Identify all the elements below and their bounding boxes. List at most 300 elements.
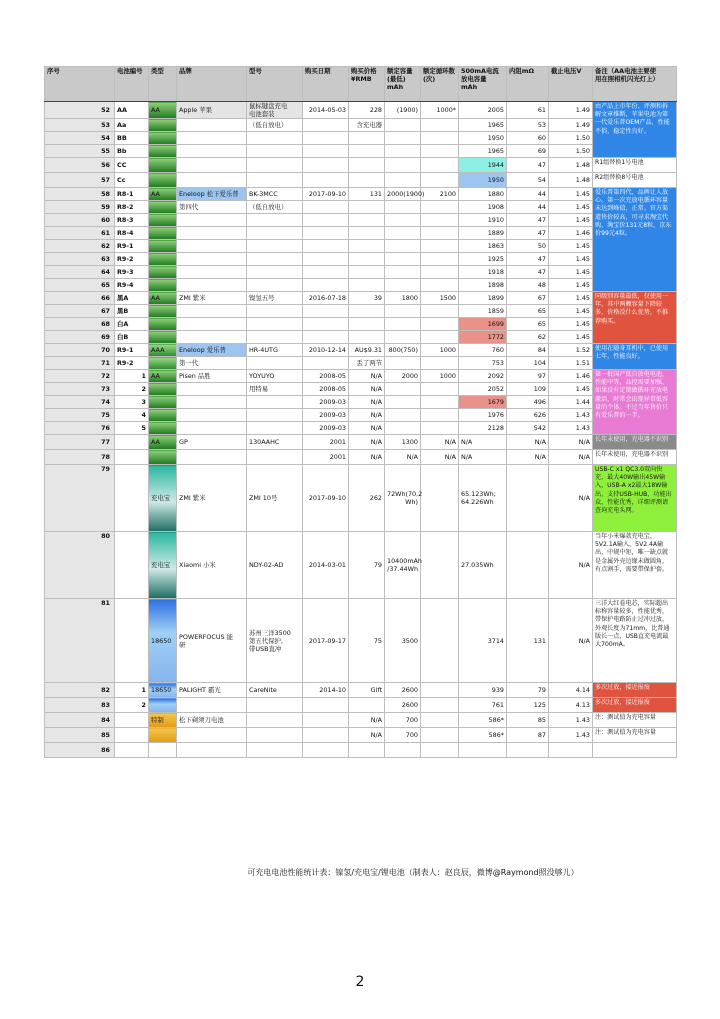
battery-id-cell: R8-4 xyxy=(115,227,149,240)
discharge-capacity-cell: 1950 xyxy=(459,132,507,145)
rated-capacity-cell xyxy=(385,422,421,435)
rated-capacity-cell xyxy=(385,409,421,422)
discharge-capacity-cell: 761 xyxy=(459,698,507,713)
cutoff-voltage-cell: 1.45 xyxy=(549,318,593,331)
type-cell xyxy=(149,240,177,253)
type-cell xyxy=(149,119,177,132)
note-cell: 当年小米爆款充电宝，5V2.1A输入，5V2.4A输出，中规中矩，唯一缺点就是金属外壳边缘未做圆角，有点割手，需要带保护套。 xyxy=(593,532,677,599)
battery-id-cell: 2 xyxy=(115,383,149,396)
battery-id-cell: Bb xyxy=(115,145,149,158)
model-cell xyxy=(247,318,303,331)
discharge-capacity-cell: 2005 xyxy=(459,102,507,119)
type-cell xyxy=(149,331,177,344)
internal-resistance-cell: 53 xyxy=(507,119,549,132)
brand-cell: ZMI 紫米 xyxy=(177,292,247,305)
rated-cycles-cell: N/A xyxy=(421,450,459,465)
rated-cycles-cell xyxy=(421,532,459,599)
rated-capacity-cell: 1800 xyxy=(385,292,421,305)
battery-id-cell xyxy=(115,728,149,743)
rated-capacity-cell: 2600 xyxy=(385,683,421,698)
note-cell: 多次过放，接近报废 xyxy=(593,698,677,713)
internal-resistance-cell: 87 xyxy=(507,728,549,743)
table-row xyxy=(45,357,677,370)
discharge-capacity-cell: 1772 xyxy=(459,331,507,344)
discharge-capacity-cell: 1699 xyxy=(459,318,507,331)
cutoff-voltage-cell: N/A xyxy=(549,599,593,683)
purchase-date-cell: 2014-03-01 xyxy=(303,532,349,599)
purchase-date-cell: 2014-05-03 xyxy=(303,102,349,119)
battery-id-cell: Aa xyxy=(115,119,149,132)
table-row xyxy=(45,188,677,201)
rated-capacity-cell: 3500 xyxy=(385,599,421,683)
internal-resistance-cell: 67 xyxy=(507,292,549,305)
brand-cell xyxy=(177,383,247,396)
type-cell: AA xyxy=(149,370,177,383)
type-cell xyxy=(149,318,177,331)
cutoff-voltage-cell: 1.52 xyxy=(549,344,593,357)
battery-id-cell: CC xyxy=(115,158,149,173)
brand-cell: Eneloop 爱乐普 xyxy=(177,344,247,357)
discharge-capacity-cell: 1976 xyxy=(459,409,507,422)
price-cell xyxy=(349,214,385,227)
model-cell xyxy=(247,422,303,435)
model-cell: YOYUYO xyxy=(247,370,303,383)
discharge-capacity-cell: N/A xyxy=(459,450,507,465)
brand-cell xyxy=(177,728,247,743)
brand-cell xyxy=(177,240,247,253)
rated-cycles-cell: 1000* xyxy=(421,102,459,119)
table-row xyxy=(45,318,677,331)
battery-id-cell xyxy=(115,743,149,758)
brand-cell xyxy=(177,396,247,409)
rated-cycles-cell xyxy=(421,599,459,683)
brand-cell: Xiaomi 小米 xyxy=(177,532,247,599)
column-header: 购买价格 ¥RMB xyxy=(349,67,385,102)
purchase-date-cell xyxy=(303,132,349,145)
price-cell xyxy=(349,201,385,214)
price-cell: 75 xyxy=(349,599,385,683)
table-row xyxy=(45,292,677,305)
discharge-capacity-cell: 586* xyxy=(459,713,507,728)
type-cell: AA xyxy=(149,102,177,119)
cutoff-voltage-cell: N/A xyxy=(549,465,593,532)
internal-resistance-cell: N/A xyxy=(507,450,549,465)
table-row xyxy=(45,132,677,145)
cutoff-voltage-cell: 1.51 xyxy=(549,357,593,370)
price-cell xyxy=(349,266,385,279)
table-row xyxy=(45,240,677,253)
price-cell: 丢了两节 xyxy=(349,357,385,370)
rated-cycles-cell xyxy=(421,743,459,758)
internal-resistance-cell: 109 xyxy=(507,383,549,396)
price-cell xyxy=(349,173,385,188)
price-cell xyxy=(349,227,385,240)
purchase-date-cell xyxy=(303,253,349,266)
rated-capacity-cell: 2000(1900) xyxy=(385,188,421,201)
rated-cycles-cell: N/A xyxy=(421,435,459,450)
battery-id-cell: BB xyxy=(115,132,149,145)
battery-id-cell: Cc xyxy=(115,173,149,188)
model-cell: 镍氢五号 xyxy=(247,292,303,305)
table-row xyxy=(45,383,677,396)
rated-cycles-cell xyxy=(421,422,459,435)
type-cell xyxy=(149,158,177,173)
price-cell: 262 xyxy=(349,465,385,532)
discharge-capacity-cell: 1889 xyxy=(459,227,507,240)
rated-capacity-cell: 2600 xyxy=(385,698,421,713)
brand-cell xyxy=(177,266,247,279)
cutoff-voltage-cell: 1.45 xyxy=(549,279,593,292)
brand-cell: 第一代 xyxy=(177,357,247,370)
cutoff-voltage-cell: 1.45 xyxy=(549,292,593,305)
price-cell xyxy=(349,132,385,145)
price-cell xyxy=(349,305,385,318)
table-row xyxy=(45,370,677,383)
internal-resistance-cell: 496 xyxy=(507,396,549,409)
rated-capacity-cell: (1900) xyxy=(385,102,421,119)
battery-id-cell xyxy=(115,435,149,450)
rated-capacity-cell: 700 xyxy=(385,728,421,743)
type-cell xyxy=(149,743,177,758)
internal-resistance-cell: 47 xyxy=(507,214,549,227)
rated-cycles-cell xyxy=(421,305,459,318)
discharge-capacity-cell: 586* xyxy=(459,728,507,743)
discharge-capacity-cell: 2052 xyxy=(459,383,507,396)
type-cell xyxy=(149,383,177,396)
internal-resistance-cell: 47 xyxy=(507,266,549,279)
rated-cycles-cell: 2100 xyxy=(421,188,459,201)
discharge-capacity-cell: 2092 xyxy=(459,370,507,383)
internal-resistance-cell: 85 xyxy=(507,713,549,728)
seq-cell: 86 xyxy=(45,743,115,758)
seq-cell: 72 xyxy=(45,370,115,383)
battery-id-cell: 白B xyxy=(115,331,149,344)
purchase-date-cell: 2009-03 xyxy=(303,396,349,409)
purchase-date-cell xyxy=(303,305,349,318)
purchase-date-cell xyxy=(303,227,349,240)
discharge-capacity-cell: 1918 xyxy=(459,266,507,279)
battery-id-cell: 4 xyxy=(115,409,149,422)
discharge-capacity-cell: 2128 xyxy=(459,422,507,435)
table-row xyxy=(45,279,677,292)
table-row xyxy=(45,158,677,173)
model-cell xyxy=(247,173,303,188)
discharge-capacity-cell: 939 xyxy=(459,683,507,698)
price-cell: 79 xyxy=(349,532,385,599)
type-cell xyxy=(149,132,177,145)
brand-cell xyxy=(177,409,247,422)
rated-capacity-cell xyxy=(385,145,421,158)
model-cell xyxy=(247,240,303,253)
note-cell: 长年未使用，充电器不识别 xyxy=(593,450,677,465)
rated-capacity-cell xyxy=(385,331,421,344)
price-cell: N/A xyxy=(349,383,385,396)
table-row xyxy=(45,102,677,119)
internal-resistance-cell: 44 xyxy=(507,201,549,214)
purchase-date-cell xyxy=(303,357,349,370)
seq-cell: 66 xyxy=(45,292,115,305)
rated-cycles-cell: 1500 xyxy=(421,292,459,305)
purchase-date-cell xyxy=(303,145,349,158)
purchase-date-cell: 2009-03 xyxy=(303,409,349,422)
purchase-date-cell xyxy=(303,158,349,173)
rated-cycles-cell xyxy=(421,465,459,532)
column-header: 序号 xyxy=(45,67,115,102)
seq-cell: 82 xyxy=(45,683,115,698)
cutoff-voltage-cell: N/A xyxy=(549,532,593,599)
note-cell xyxy=(593,743,677,758)
rated-cycles-cell xyxy=(421,357,459,370)
column-header: 品牌 xyxy=(177,67,247,102)
note-cell: 爱乐普第四代，品牌让人放心。第一次充放电循环容量未达到峰值，正常。官方渠道售价较高，可寻求淘宝代购，淘宝价131元8粒，京东价99元4粒。 xyxy=(593,188,677,292)
price-cell: 39 xyxy=(349,292,385,305)
discharge-capacity-cell: 1950 xyxy=(459,173,507,188)
purchase-date-cell: 2010-12-14 xyxy=(303,344,349,357)
purchase-date-cell xyxy=(303,119,349,132)
type-cell: 充电宝 xyxy=(149,532,177,599)
table-row xyxy=(45,743,677,758)
model-cell xyxy=(247,743,303,758)
internal-resistance-cell: 69 xyxy=(507,145,549,158)
purchase-date-cell: 2001 xyxy=(303,435,349,450)
discharge-capacity-cell: 1965 xyxy=(459,145,507,158)
battery-id-cell: R9-1 xyxy=(115,344,149,357)
internal-resistance-cell xyxy=(507,465,549,532)
type-cell: AA xyxy=(149,188,177,201)
cutoff-voltage-cell: 1.49 xyxy=(549,102,593,119)
internal-resistance-cell: 60 xyxy=(507,132,549,145)
seq-cell: 56 xyxy=(45,158,115,173)
table-row xyxy=(45,173,677,188)
model-cell xyxy=(247,214,303,227)
purchase-date-cell: 2017-09-10 xyxy=(303,465,349,532)
rated-cycles-cell xyxy=(421,173,459,188)
seq-cell: 63 xyxy=(45,253,115,266)
internal-resistance-cell: 54 xyxy=(507,173,549,188)
cutoff-voltage-cell: 4.13 xyxy=(549,698,593,713)
rated-capacity-cell: N/A xyxy=(385,450,421,465)
battery-id-cell: R9-2 xyxy=(115,253,149,266)
rated-cycles-cell xyxy=(421,728,459,743)
price-cell: N/A xyxy=(349,713,385,728)
price-cell xyxy=(349,743,385,758)
model-cell: 苏州三洋3500 第五代保护, 带USB直冲 xyxy=(247,599,303,683)
price-cell xyxy=(349,318,385,331)
price-cell xyxy=(349,145,385,158)
internal-resistance-cell: 65 xyxy=(507,318,549,331)
price-cell: N/A xyxy=(349,409,385,422)
cutoff-voltage-cell: 1.43 xyxy=(549,409,593,422)
cutoff-voltage-cell: 1.46 xyxy=(549,227,593,240)
battery-id-cell: R9-2 xyxy=(115,357,149,370)
table-row xyxy=(45,713,677,728)
price-cell xyxy=(349,331,385,344)
rated-cycles-cell xyxy=(421,201,459,214)
discharge-capacity-cell: 1859 xyxy=(459,305,507,318)
type-cell xyxy=(149,422,177,435)
brand-cell: ZMI 紫米 xyxy=(177,465,247,532)
cutoff-voltage-cell: 1.45 xyxy=(549,201,593,214)
brand-cell: Pisen 品胜 xyxy=(177,370,247,383)
cutoff-voltage-cell: 1.43 xyxy=(549,422,593,435)
discharge-capacity-cell: 1679 xyxy=(459,396,507,409)
internal-resistance-cell: 47 xyxy=(507,227,549,240)
table-row xyxy=(45,331,677,344)
battery-id-cell: 1 xyxy=(115,683,149,698)
purchase-date-cell xyxy=(303,331,349,344)
column-header: 额定循环数 (次) xyxy=(421,67,459,102)
rated-capacity-cell xyxy=(385,357,421,370)
seq-cell: 62 xyxy=(45,240,115,253)
cutoff-voltage-cell: 1.43 xyxy=(549,713,593,728)
battery-table xyxy=(44,66,677,758)
internal-resistance-cell: 47 xyxy=(507,253,549,266)
discharge-capacity-cell: 1898 xyxy=(459,279,507,292)
price-cell xyxy=(349,253,385,266)
model-cell: BK-3MCC xyxy=(247,188,303,201)
model-cell xyxy=(247,357,303,370)
table-row xyxy=(45,145,677,158)
type-cell xyxy=(149,173,177,188)
seq-cell: 69 xyxy=(45,331,115,344)
seq-cell: 55 xyxy=(45,145,115,158)
brand-cell xyxy=(177,422,247,435)
battery-id-cell: R9-3 xyxy=(115,266,149,279)
note-cell: R1组替换1号电池 xyxy=(593,158,677,173)
brand-cell: Eneloop 松下爱乐普 xyxy=(177,188,247,201)
seq-cell: 75 xyxy=(45,409,115,422)
column-header: 类型 xyxy=(149,67,177,102)
discharge-capacity-cell: 1965 xyxy=(459,119,507,132)
seq-cell: 65 xyxy=(45,279,115,292)
cutoff-voltage-cell: 1.45 xyxy=(549,331,593,344)
purchase-date-cell: 2016-07-18 xyxy=(303,292,349,305)
seq-cell: 76 xyxy=(45,422,115,435)
note-cell: 长年未使用，充电器不识别 xyxy=(593,435,677,450)
purchase-date-cell xyxy=(303,318,349,331)
model-cell: ZMI 10号 xyxy=(247,465,303,532)
rated-capacity-cell: 10400mAh /37.44Wh xyxy=(385,532,421,599)
cutoff-voltage-cell: 1.45 xyxy=(549,383,593,396)
rated-capacity-cell xyxy=(385,132,421,145)
type-cell: 18650 xyxy=(149,599,177,683)
battery-id-cell: 3 xyxy=(115,396,149,409)
rated-capacity-cell xyxy=(385,305,421,318)
purchase-date-cell: 2008-05 xyxy=(303,383,349,396)
price-cell xyxy=(349,698,385,713)
table-row xyxy=(45,422,677,435)
discharge-capacity-cell: 1925 xyxy=(459,253,507,266)
brand-cell: Apple 苹果 xyxy=(177,102,247,119)
rated-capacity-cell xyxy=(385,240,421,253)
internal-resistance-cell xyxy=(507,532,549,599)
model-cell: 用特易 xyxy=(247,383,303,396)
type-cell xyxy=(149,450,177,465)
cutoff-voltage-cell: N/A xyxy=(549,435,593,450)
model-cell: （低自放电） xyxy=(247,119,303,132)
rated-cycles-cell: 1000 xyxy=(421,344,459,357)
rated-cycles-cell xyxy=(421,396,459,409)
seq-cell: 70 xyxy=(45,344,115,357)
rated-capacity-cell: 2000 xyxy=(385,370,421,383)
discharge-capacity-cell: 27.035Wh xyxy=(459,532,507,599)
model-cell: 鼠标键盘充电 电池套装 xyxy=(247,102,303,119)
note-cell: USB-C x1 QC3.0双向快充，最大40W输出45W输入，USB-A x2最大18W输出，支持USB-HUB，功能出众，性能优秀，详细评测请查询充电头网。 xyxy=(593,465,677,532)
model-cell xyxy=(247,279,303,292)
rated-cycles-cell xyxy=(421,409,459,422)
model-cell: （低自放电） xyxy=(247,201,303,214)
table-row xyxy=(45,465,677,532)
seq-cell: 85 xyxy=(45,728,115,743)
type-cell xyxy=(149,305,177,318)
internal-resistance-cell: N/A xyxy=(507,435,549,450)
seq-cell: 59 xyxy=(45,201,115,214)
rated-cycles-cell xyxy=(421,279,459,292)
rated-capacity-cell xyxy=(385,279,421,292)
internal-resistance-cell: 48 xyxy=(507,279,549,292)
discharge-capacity-cell: 1908 xyxy=(459,201,507,214)
column-header: 内阻mΩ xyxy=(507,67,549,102)
rated-capacity-cell xyxy=(385,396,421,409)
price-cell xyxy=(349,279,385,292)
rated-capacity-cell xyxy=(385,158,421,173)
seq-cell: 54 xyxy=(45,132,115,145)
battery-id-cell: R9-1 xyxy=(115,240,149,253)
purchase-date-cell xyxy=(303,713,349,728)
purchase-date-cell xyxy=(303,698,349,713)
brand-cell xyxy=(177,279,247,292)
cutoff-voltage-cell: 1.45 xyxy=(549,305,593,318)
rated-capacity-cell xyxy=(385,318,421,331)
rated-cycles-cell xyxy=(421,240,459,253)
purchase-date-cell xyxy=(303,214,349,227)
seq-cell: 60 xyxy=(45,214,115,227)
table-row xyxy=(45,214,677,227)
note-cell: 同级别容量最低，仅使用一年，其中两颗容量下降较多，价格没什么优势，不推荐购买。 xyxy=(593,292,677,344)
brand-cell xyxy=(177,132,247,145)
discharge-capacity-cell: 753 xyxy=(459,357,507,370)
seq-cell: 80 xyxy=(45,532,115,599)
internal-resistance-cell: 626 xyxy=(507,409,549,422)
type-cell xyxy=(149,201,177,214)
rated-cycles-cell xyxy=(421,698,459,713)
internal-resistance-cell: 47 xyxy=(507,158,549,173)
price-cell: N/A xyxy=(349,435,385,450)
seq-cell: 73 xyxy=(45,383,115,396)
table-row xyxy=(45,532,677,599)
note-cell: 使用在随身耳机中，已使用七年，性能良好。 xyxy=(593,344,677,370)
battery-id-cell: AA xyxy=(115,102,149,119)
model-cell xyxy=(247,450,303,465)
type-cell xyxy=(149,698,177,713)
price-cell: N/A xyxy=(349,728,385,743)
battery-id-cell: 黑B xyxy=(115,305,149,318)
discharge-capacity-cell: 1863 xyxy=(459,240,507,253)
type-cell: AA xyxy=(149,292,177,305)
cutoff-voltage-cell: 1.50 xyxy=(549,132,593,145)
battery-id-cell xyxy=(115,599,149,683)
table-caption: 可充电电池性能统计表：镍氢/充电宝/锂电池（制表人：赵良辰，微博@Raymond照没够儿） xyxy=(247,868,579,877)
rated-cycles-cell xyxy=(421,683,459,698)
internal-resistance-cell: 84 xyxy=(507,344,549,357)
column-header: 备注（AA电池主要使 用在照相机闪光灯上） xyxy=(593,67,677,102)
type-cell xyxy=(149,266,177,279)
discharge-capacity-cell: 1899 xyxy=(459,292,507,305)
rated-cycles-cell xyxy=(421,253,459,266)
seq-cell: 68 xyxy=(45,318,115,331)
note-cell: R2组替换8号电池 xyxy=(593,173,677,188)
internal-resistance-cell: 44 xyxy=(507,188,549,201)
